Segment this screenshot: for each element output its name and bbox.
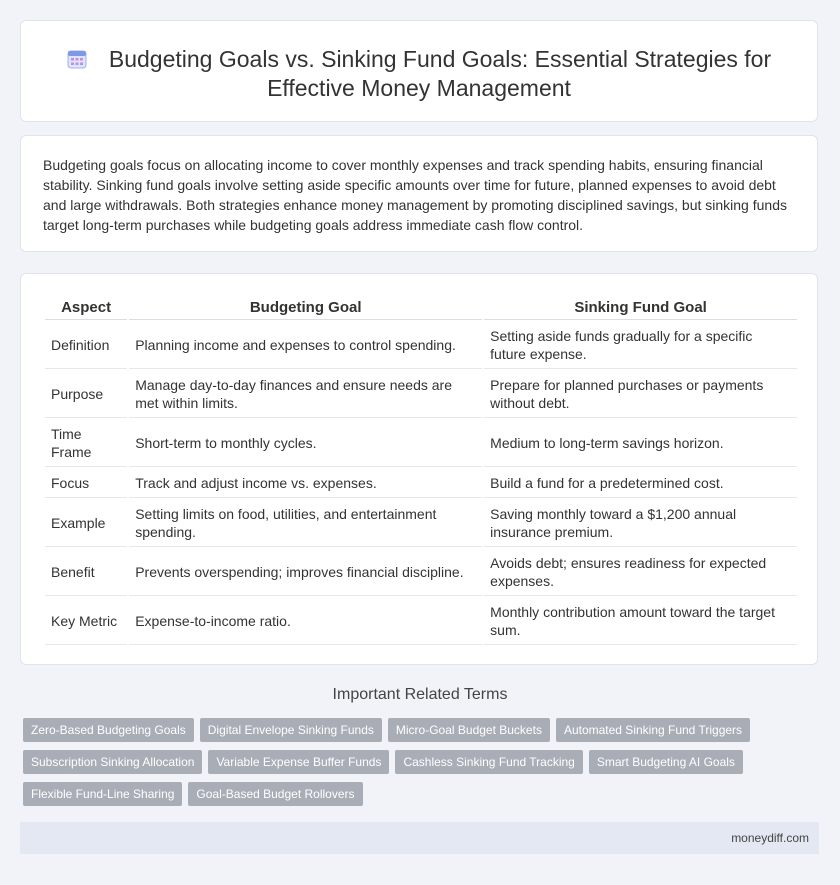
related-term-tag[interactable]: Automated Sinking Fund Triggers xyxy=(556,718,750,742)
row-aspect: Focus xyxy=(45,469,127,498)
table-row xyxy=(45,469,797,498)
comparison-card xyxy=(20,273,818,665)
calendar-icon xyxy=(67,49,87,69)
table-row xyxy=(45,371,797,418)
row-sinking: Saving monthly toward a $1,200 annual insurance premium. xyxy=(484,500,797,547)
related-term-tag[interactable]: Smart Budgeting AI Goals xyxy=(589,750,743,774)
row-aspect: Definition xyxy=(45,322,127,369)
related-term-tag[interactable]: Zero-Based Budgeting Goals xyxy=(23,718,194,742)
row-budgeting: Track and adjust income vs. expenses. xyxy=(129,469,482,498)
row-budgeting: Expense-to-income ratio. xyxy=(129,598,482,645)
related-term-tag[interactable]: Micro-Goal Budget Buckets xyxy=(388,718,550,742)
row-aspect: Key Metric xyxy=(45,598,127,645)
comparison-table xyxy=(43,293,799,647)
column-header-sinking: Sinking Fund Goal xyxy=(484,295,797,320)
related-term-tag[interactable]: Cashless Sinking Fund Tracking xyxy=(395,750,582,774)
table-row xyxy=(45,500,797,547)
table-row xyxy=(45,322,797,369)
row-budgeting: Prevents overspending; improves financial discipline. xyxy=(129,549,482,596)
page-title xyxy=(21,45,817,103)
row-budgeting: Short-term to monthly cycles. xyxy=(129,420,482,467)
row-aspect: Purpose xyxy=(45,371,127,418)
column-header-budgeting: Budgeting Goal xyxy=(129,295,482,320)
table-header-row xyxy=(45,295,797,320)
related-terms-list xyxy=(23,718,803,814)
related-term-tag[interactable]: Digital Envelope Sinking Funds xyxy=(200,718,382,742)
title-card xyxy=(20,20,818,122)
row-sinking: Setting aside funds gradually for a specific future expense. xyxy=(484,322,797,369)
intro-card xyxy=(20,135,818,252)
table-row xyxy=(45,420,797,467)
footer-source[interactable]: moneydiff.com xyxy=(731,831,809,845)
intro-paragraph: Budgeting goals focus on allocating income to cover monthly expenses and track spending habits, ensuring financial stability. Sinking fund goals involve setting aside specific amounts over time for future, planned expenses to avoid debt and large withdrawals. Both strategies enhance money management by promoting disciplined savings, but sinking funds target long-term purchases while budgeting goals address immediate cash flow control. xyxy=(43,157,787,233)
row-sinking: Medium to long-term savings horizon. xyxy=(484,420,797,467)
related-term-tag[interactable]: Flexible Fund-Line Sharing xyxy=(23,782,182,806)
row-sinking: Build a fund for a predetermined cost. xyxy=(484,469,797,498)
table-row xyxy=(45,598,797,645)
column-header-aspect: Aspect xyxy=(45,295,127,320)
table-row xyxy=(45,549,797,596)
row-budgeting: Planning income and expenses to control spending. xyxy=(129,322,482,369)
row-sinking: Avoids debt; ensures readiness for expected expenses. xyxy=(484,549,797,596)
related-terms-heading: Important Related Terms xyxy=(332,686,508,703)
row-budgeting: Setting limits on food, utilities, and entertainment spending. xyxy=(129,500,482,547)
related-term-tag[interactable]: Subscription Sinking Allocation xyxy=(23,750,202,774)
related-term-tag[interactable]: Goal-Based Budget Rollovers xyxy=(188,782,362,806)
row-sinking: Prepare for planned purchases or payments without debt. xyxy=(484,371,797,418)
related-term-tag[interactable]: Variable Expense Buffer Funds xyxy=(208,750,389,774)
row-aspect: Example xyxy=(45,500,127,547)
row-sinking: Monthly contribution amount toward the target sum. xyxy=(484,598,797,645)
row-budgeting: Manage day-to-day finances and ensure needs are met within limits. xyxy=(129,371,482,418)
row-aspect: Benefit xyxy=(45,549,127,596)
page-title-text: Budgeting Goals vs. Sinking Fund Goals: Essential Strategies for Effective Money Management xyxy=(108,46,772,101)
row-aspect: Time Frame xyxy=(45,420,127,467)
footer-bar xyxy=(20,822,819,854)
